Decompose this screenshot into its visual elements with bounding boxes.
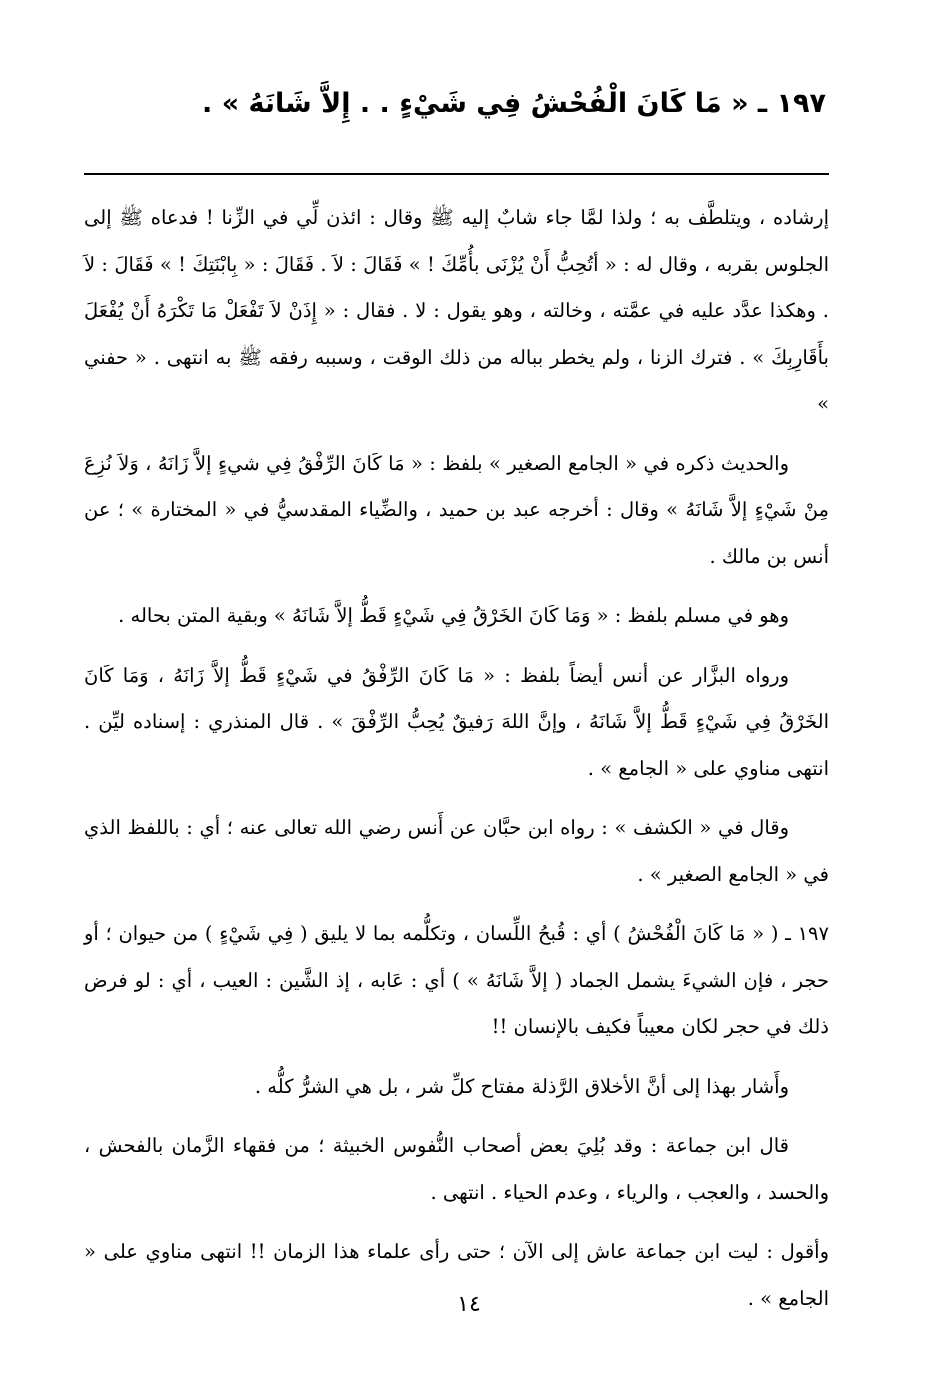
- page-number: ١٤: [457, 1292, 481, 1317]
- paragraph-4: ورواه البزَّار عن أنس أيضاً بلفظ : « مَا كَانَ الرِّفْقُ في شَيْءٍ قَطُّ إلاَّ زَانَهُ ، وَمَا كَانَ الخَرْقُ فِي شَيْءٍ قَطُّ إلاَّ شَانَهُ ، وإنَّ اللهَ رَفيقٌ يُحِبُّ الرِّفْقَ » . قال المنذري : إسناده ليِّن . انتهى مناوي على « الجامع » .: [84, 663, 829, 780]
- paragraph-2: والحديث ذكره في « الجامع الصغير » بلفظ : « مَا كَانَ الرِّفْقُ فِي شيءٍ إلاَّ زَانَهُ ، وَلاَ نُزِعَ مِنْ شَيْءٍ إلاَّ شَانَهُ » وقال : أخرجه عبد بن حميد ، والضِّياء المقدسيُّ في « المختارة » ؛ عن أنس بن مالك .: [84, 451, 829, 568]
- paragraph-5: وقال في « الكشف » : رواه ابن حبَّان عن أَنس رضي الله تعالى عنه ؛ أي : باللفظ الذي في « الجامع الصغير » .: [84, 816, 829, 886]
- paragraph-6: ١٩٧ ـ ( « مَا كَانَ الْفُحْشُ ) أي : قُبحُ اللِّسان ، وتكلُّمه بما لا يليق ( فِي شَيْءٍ ) من حيوان ؛ أو حجر ، فإن الشيءَ يشمل الجماد ( إلاَّ شَانَهُ » ) أي : عَابه ، إذ الشَّين : العيب ، أي : لو فرض ذلك في حجر لكان معيباً فكيف بالإنسان !!: [84, 922, 829, 1038]
- paragraph-3: وهو في مسلم بلفظ : « وَمَا كَانَ الخَرْقُ فِي شَيْءٍ قَطُّ إلاَّ شَانَهُ » وبقية المتن بحاله .: [118, 604, 789, 627]
- paragraph-1: إرشاده ، ويتلطَّف به ؛ ولذا لمَّا جاء شابٌ إليه ﷺ وقال : ائذن لِّي في الزِّنا ! فدعاه ﷺ إلى الجلوس بقربه ، وقال له : « أتُحِبُّ أَنْ يُزْنَى بأُمِّكَ ! » فَقَالَ : لاَ . فَقَالَ : « بِابْنَتِكَ ! » فَقَالَ : لاَ . وهكذا عدَّد عليه في عمَّته ، وخالته ، وهو يقول : لا . فقال : « إِذَنْ لاَ تَفْعَلْ مَا تَكْرَهُ أَنْ يُفْعَلَ بأَقَارِبِكَ » . فترك الزنا ، ولم يخطر بباله من ذلك الوقت ، وسببه رفقه ﷺ به انتهى . « حفني »: [84, 206, 829, 415]
- page-body: [84, 195, 829, 1335]
- paragraph-9: وأقول : ليت ابن جماعة عاش إلى الآن ؛ حتى رأى علماء هذا الزمان !! انتهى مناوي على « الجامع » .: [84, 1240, 829, 1310]
- paragraph-7: وأَشار بهذا إلى أنَّ الأخلاق الرَّذلة مفتاح كلِّ شر ، بل هي الشرُّ كلُّه .: [254, 1074, 789, 1098]
- paragraph-8: قال ابن جماعة : وقد بُلِيَ بعض أصحاب النُّفوس الخبيثة ؛ من فقهاء الزَّمان بالفحش ، والحسد ، والعجب ، والرياء ، وعدم الحياء . انتهى .: [84, 1134, 829, 1204]
- hadith-heading: ١٩٧ ـ « مَا كَانَ الْفُحْشُ فِي شَيْءٍ . . إِلاَّ شَانَهُ » .: [202, 88, 826, 119]
- heading-divider: [84, 173, 829, 175]
